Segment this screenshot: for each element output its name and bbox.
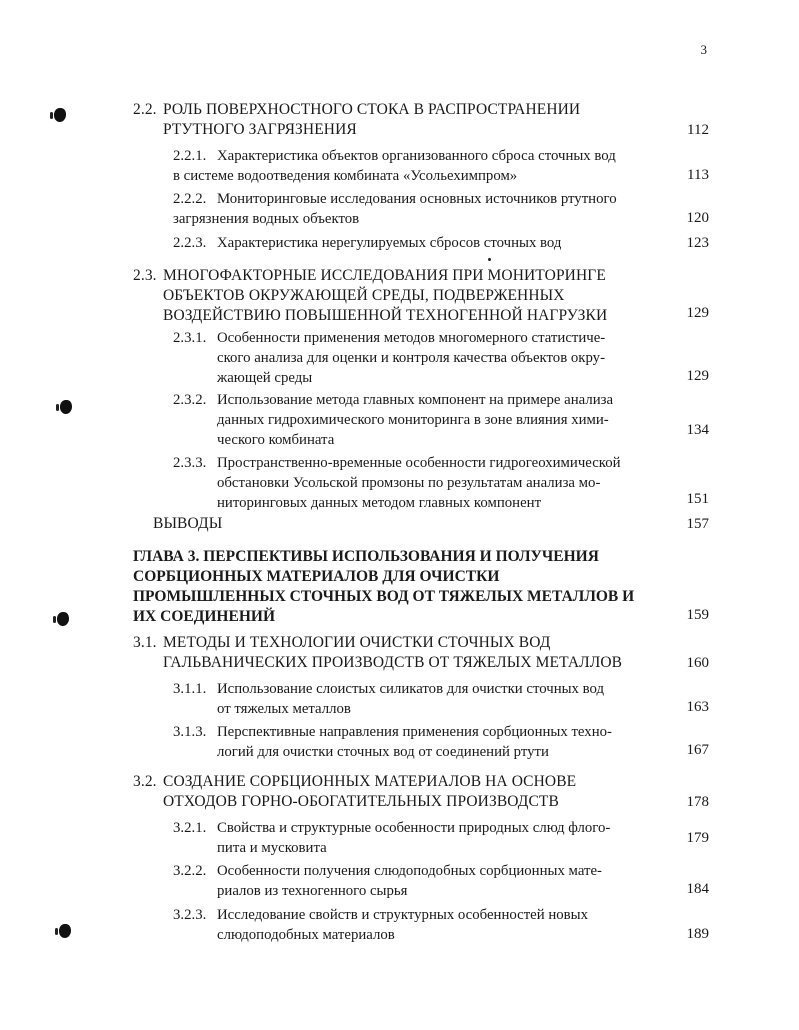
toc-number: 2.2.2. — [173, 191, 207, 207]
toc-title-line: Исследование свойств и структурных особенностей новых — [217, 907, 589, 923]
toc-number: 2.3.2. — [173, 392, 207, 408]
scan-dot — [488, 258, 491, 261]
toc-title-line: Пространственно-временные особенности гидрогеохимической — [217, 455, 621, 471]
toc-title-line: ВЫВОДЫ — [153, 515, 223, 532]
toc-number: 2.3.3. — [173, 455, 207, 471]
toc-title-line: ГАЛЬВАНИЧЕСКИХ ПРОИЗВОДСТВ ОТ ТЯЖЕЛЫХ МЕТАЛЛОВ — [163, 654, 623, 671]
toc-title-line: в системе водоотведения комбината «Усольехимпром» — [173, 168, 518, 184]
toc-title-line: ниторинговых данных методом главных компонент — [217, 495, 542, 511]
toc-page: 113 — [687, 167, 709, 183]
toc-page: 157 — [686, 516, 709, 532]
toc-title-line: ского анализа для оценки и контроля качества объектов окру- — [217, 350, 605, 366]
toc-title-line: Свойства и структурные особенности природных слюд флого- — [217, 820, 611, 836]
toc-page: 129 — [686, 368, 709, 384]
toc-title-line: РОЛЬ ПОВЕРХНОСТНОГО СТОКА В РАСПРОСТРАНЕНИИ — [163, 101, 581, 118]
toc-page: 189 — [686, 926, 709, 942]
toc-title-line: обстановки Усольской промзоны по результатам анализа мо- — [217, 475, 601, 491]
toc-number: 3.1.1. — [173, 681, 207, 697]
toc-title-line: слюдоподобных материалов — [217, 927, 395, 943]
toc-number: 3.2.3. — [173, 907, 207, 923]
toc-title-line: жающей среды — [217, 370, 313, 386]
toc-title-line: от тяжелых металлов — [217, 701, 351, 717]
toc-number: 3.2. — [133, 773, 157, 790]
toc-title-line: Особенности получения слюдоподобных сорбционных мате- — [217, 863, 602, 879]
toc-title-line: РТУТНОГО ЗАГРЯЗНЕНИЯ — [163, 121, 357, 138]
toc-page: 120 — [686, 210, 709, 226]
toc-title-line: Мониторинговые исследования основных источников ртутного — [217, 191, 617, 207]
toc-number: 2.2.3. — [173, 235, 207, 251]
toc-page: 134 — [686, 422, 709, 438]
toc-title-line: Характеристика нерегулируемых сбросов сточных вод — [217, 235, 562, 251]
toc-title-line: Перспективные направления применения сорбционных техно- — [217, 724, 612, 740]
toc-number: 2.2.1. — [173, 148, 207, 164]
toc-number: 2.2. — [133, 101, 157, 118]
toc-title-line: СОЗДАНИЕ СОРБЦИОННЫХ МАТЕРИАЛОВ НА ОСНОВЕ — [163, 773, 577, 790]
scan-blot — [54, 108, 66, 122]
toc-title-line: Характеристика объектов организованного сброса сточных вод — [217, 148, 616, 164]
toc-title-line: данных гидрохимического мониторинга в зоне влияния хими- — [217, 412, 609, 428]
toc-page: 151 — [686, 491, 709, 507]
toc-number: 3.1.3. — [173, 724, 207, 740]
toc-title-line: СОРБЦИОННЫХ МАТЕРИАЛОВ ДЛЯ ОЧИСТКИ — [133, 568, 500, 585]
toc-number: 3.1. — [133, 634, 157, 651]
toc-title-line: МНОГОФАКТОРНЫЕ ИССЛЕДОВАНИЯ ПРИ МОНИТОРИНГЕ — [163, 267, 606, 284]
page-number: 3 — [700, 42, 707, 57]
toc-page: 167 — [686, 742, 709, 758]
toc-number: 3.2.1. — [173, 820, 207, 836]
toc-number: 2.3. — [133, 267, 157, 284]
toc-title-line: загрязнения водных объектов — [173, 211, 360, 227]
toc-title-line: ОТХОДОВ ГОРНО-ОБОГАТИТЕЛЬНЫХ ПРОИЗВОДСТВ — [163, 793, 559, 810]
toc-page: 129 — [686, 305, 709, 321]
toc-title-line: МЕТОДЫ И ТЕХНОЛОГИИ ОЧИСТКИ СТОЧНЫХ ВОД — [163, 634, 551, 651]
toc-page: 178 — [686, 794, 709, 810]
toc-page: 159 — [686, 607, 709, 623]
toc-number: 3.2.2. — [173, 863, 207, 879]
toc-page: 179 — [686, 830, 709, 846]
toc-page: 112 — [687, 122, 709, 138]
toc-title-line: ческого комбината — [217, 432, 335, 448]
scan-blot — [60, 400, 72, 414]
toc-title-line: Использование метода главных компонент на примере анализа — [217, 392, 614, 408]
toc-page: 123 — [686, 235, 709, 251]
toc-number: 2.3.1. — [173, 330, 207, 346]
toc-title-line: ИХ СОЕДИНЕНИЙ — [133, 608, 275, 625]
scan-blot — [57, 612, 69, 626]
toc-title-line: ГЛАВА 3. ПЕРСПЕКТИВЫ ИСПОЛЬЗОВАНИЯ И ПОЛУЧЕНИЯ — [133, 548, 599, 565]
toc-page: 163 — [686, 699, 709, 715]
toc-title-line: логий для очистки сточных вод от соединений ртути — [217, 744, 549, 760]
scan-blot — [59, 924, 71, 938]
toc-title-line: риалов из техногенного сырья — [217, 883, 408, 899]
toc-page: 160 — [686, 655, 709, 671]
toc-title-line: Особенности применения методов многомерного статистиче- — [217, 330, 606, 346]
toc-title-line: пита и мусковита — [217, 840, 327, 856]
toc-page: 184 — [686, 881, 709, 897]
toc-title-line: Использование слоистых силикатов для очистки сточных вод — [217, 681, 605, 697]
toc-title-line: ВОЗДЕЙСТВИЮ ПОВЫШЕННОЙ ТЕХНОГЕННОЙ НАГРУЗКИ — [163, 307, 608, 324]
toc-title-line: ОБЪЕКТОВ ОКРУЖАЮЩЕЙ СРЕДЫ, ПОДВЕРЖЕННЫХ — [163, 287, 565, 304]
toc-title-line: ПРОМЫШЛЕННЫХ СТОЧНЫХ ВОД ОТ ТЯЖЕЛЫХ МЕТАЛЛОВ И — [133, 588, 635, 605]
